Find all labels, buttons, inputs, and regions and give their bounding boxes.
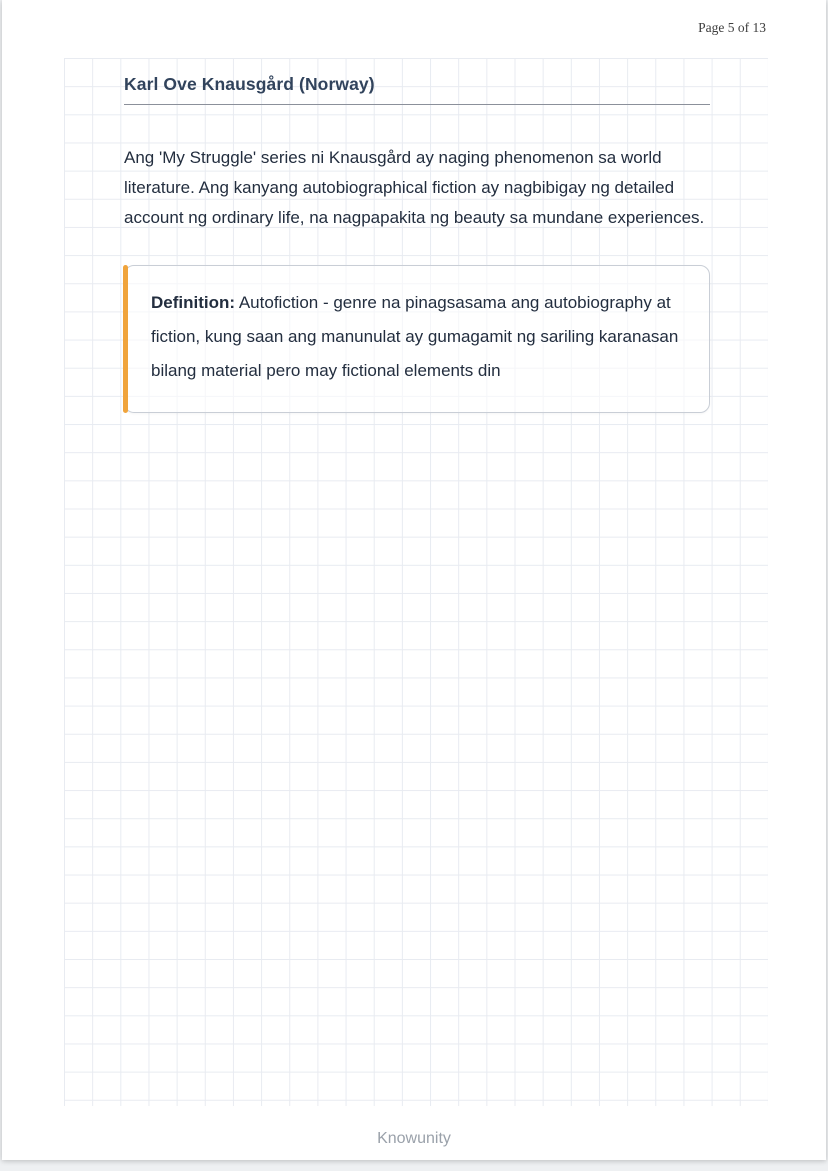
definition-body: Autofiction - genre na pinagsasama ang autobiography at fiction, kung saan ang manunulat ay gumagamit ng sariling karanasan bilang material pero may fictional elements din [151,293,679,380]
definition-label: Definition: [151,293,236,312]
definition-accent-bar [123,265,128,413]
page-indicator: Page 5 of 13 [698,20,766,35]
body-paragraph: Ang 'My Struggle' series ni Knausgård ay naging phenomenon sa world literature. Ang kanyang autobiographical fiction ay nagbibigay ng detailed account ng ordinary life, na nagpapakita ng beauty sa mundane experiences. [124,148,705,227]
definition-box [124,265,710,413]
footer-brand: Knowunity [377,1130,451,1147]
definition-text [151,286,683,388]
heading-divider [124,104,710,105]
notes-grid-area [64,58,768,1106]
notes-content [124,58,710,413]
section-heading: Karl Ove Knausgård (Norway) [124,74,375,94]
document-sheet [2,0,826,1160]
